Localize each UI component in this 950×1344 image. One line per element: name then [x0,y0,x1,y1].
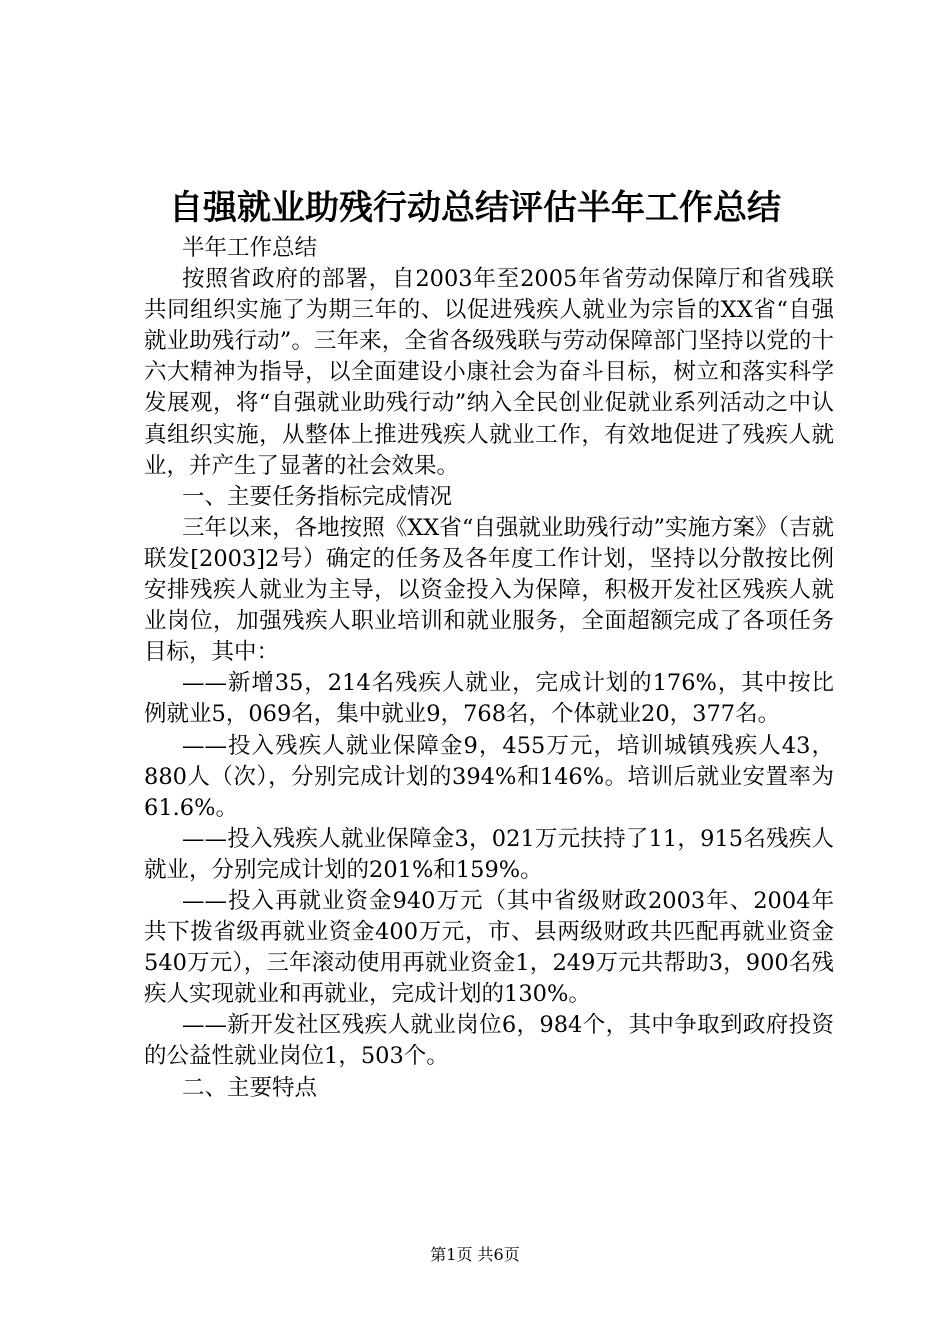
subtitle-paragraph: 半年工作总结 [182,235,318,261]
indicator-paragraph: ——新增35，214名残疾人就业，完成计划的176%，其中按比例就业5，069名，集中就业9，768名，个体就业20，377名。 [144,670,834,728]
indicator-paragraph: ——投入残疾人就业保障金9，455万元，培训城镇残疾人43，880人（次），分别完成计划的394%和146%。培训后就业安置率为61.6%。 [144,732,834,821]
intro-paragraph: 按照省政府的部署，自2003年至2005年省劳动保障厅和省残联共同组织实施了为期三年的、以促进残疾人就业为宗旨的XX省“自强就业助残行动”。三年来，全省各级残联与劳动保障部门坚持以党的十六大精神为指导，以全面建设小康社会为奋斗目标，树立和落实科学发展观，将“自强就业助残行动”纳入全民创业促就业系列活动之中认真组织实施，从整体上推进残疾人就业工作，有效地促进了残疾人就业，并产生了显著的社会效果。 [144,266,834,479]
section-heading-1: 一、主要任务指标完成情况 [182,483,453,510]
document-body [144,233,834,1104]
document-title: 自强就业助残行动总结评估半年工作总结 [169,188,781,228]
indicator-paragraph: ——新开发社区残疾人就业岗位6，984个，其中争取到政府投资的公益性就业岗位1，503个。 [144,1012,834,1070]
indicator-paragraph: ——投入再就业资金940万元（其中省级财政2003年、2004年共下拨省级再就业资金400万元，市、县两级财政共匹配再就业资金540万元），三年滚动使用再就业资金1，249万元共帮助3，900名残疾人实现就业和再就业，完成计划的130%。 [144,887,834,1008]
page-footer: 第1页 共6页 [430,1245,520,1264]
section-heading-2: 二、主要特点 [182,1074,318,1101]
indicator-paragraph: ——投入残疾人就业保障金3，021万元扶持了11，915名残疾人就业，分别完成计划的201%和159%。 [144,825,834,883]
body-paragraph: 三年以来，各地按照《XX省“自强就业助残行动”实施方案》（吉就联发[2003]2号）确定的任务及各年度工作计划，坚持以分散按比例安排残疾人就业为主导，以资金投入为保障，积极开发社区残疾人就业岗位，加强残疾人职业培训和就业服务，全面超额完成了各项任务目标，其中： [144,514,834,666]
